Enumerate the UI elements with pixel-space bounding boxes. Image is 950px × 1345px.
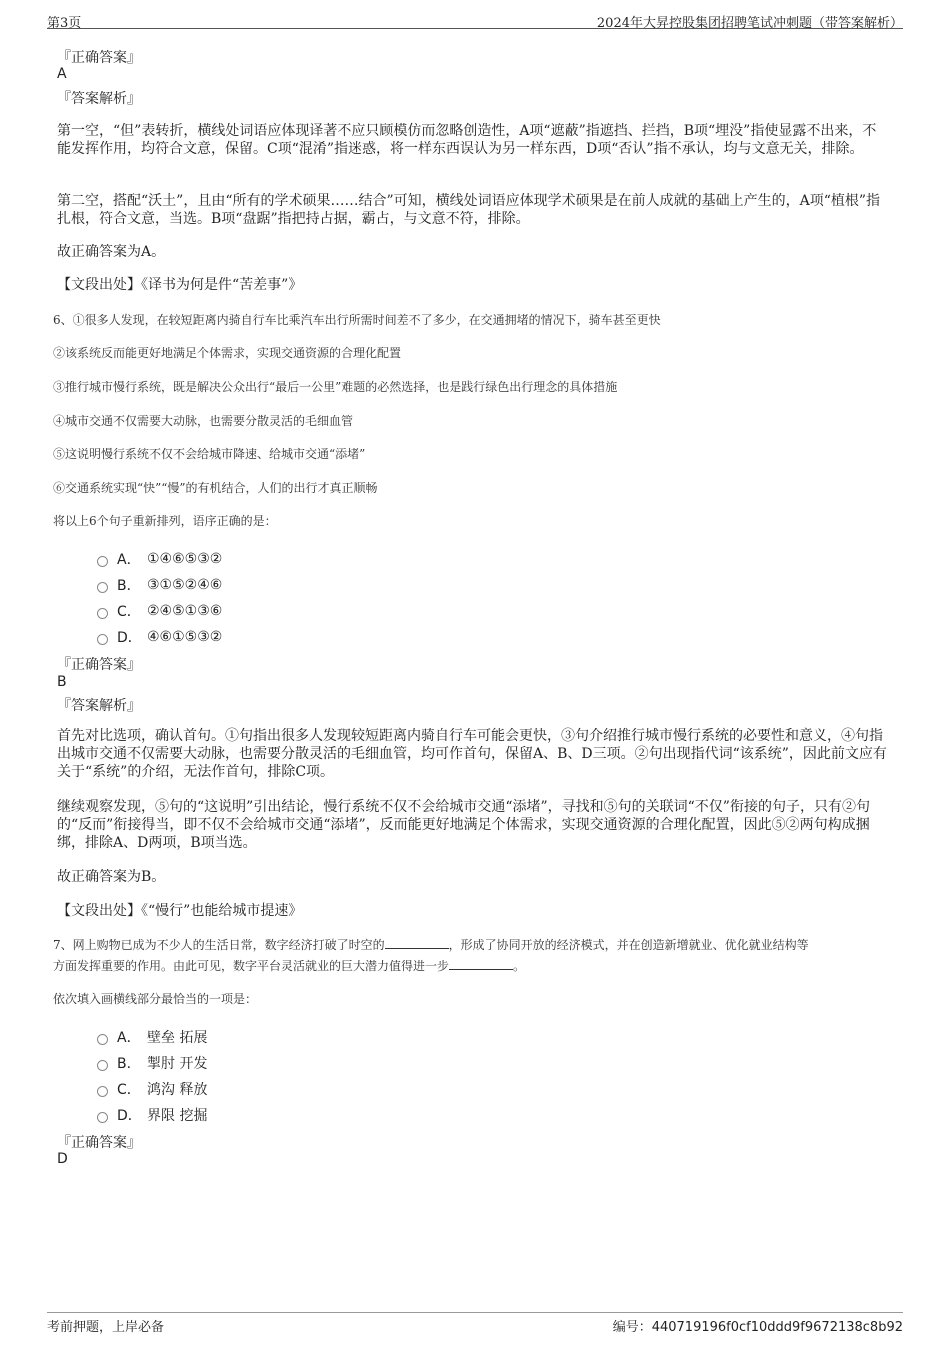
q7-stem-part-4: 。: [513, 959, 526, 973]
q5-correct-answer-label: 『正确答案』: [57, 50, 141, 66]
q7-option-d[interactable]: [97, 1105, 207, 1125]
q6-sentence-2: ②该系统反而能更好地满足个体需求，实现交通资源的合理化配置: [53, 346, 402, 360]
document-code: 编号：440719196f0cf10ddd9f9672138c8b92: [612, 1320, 903, 1335]
q6-prompt: 将以上6个句子重新排列，语序正确的是：: [53, 514, 277, 528]
radio-icon[interactable]: [97, 1060, 108, 1071]
q7-blank-2: [449, 959, 513, 970]
option-text: ②④⑤①③⑥: [147, 603, 223, 619]
q5-analysis-label: 『答案解析』: [57, 91, 141, 107]
option-letter: D．: [117, 1108, 142, 1124]
page-number: 第3页: [47, 16, 82, 31]
radio-icon[interactable]: [97, 556, 108, 567]
option-text: ③①⑤②④⑥: [147, 577, 223, 593]
footer-slogan: 考前押题，上岸必备: [47, 1320, 165, 1335]
q6-option-d[interactable]: [97, 627, 222, 647]
q5-answer: A: [57, 66, 67, 82]
option-letter: D．: [117, 630, 142, 646]
q5-source: 【文段出处】《译书为何是件“苦差事”》: [57, 277, 303, 293]
q6-analysis-label: 『答案解析』: [57, 698, 141, 714]
page-footer: [47, 1312, 903, 1337]
q5-conclusion: 故正确答案为A。: [57, 244, 166, 260]
radio-icon[interactable]: [97, 608, 108, 619]
q5-analysis-paragraph-2: 第二空，搭配“沃土”，且由“所有的学术硕果……结合”可知，横线处词语应体现学术硕果是在前人成就的基础上产生的，A项“植根”指扎根，符合文意，当选。B项“盘踞”指把持占据，霸占，与文意不符，排除。: [57, 193, 881, 227]
q7-option-c[interactable]: [97, 1079, 207, 1099]
q6-analysis-paragraph-2: 继续观察发现，⑤句的“这说明”引出结论，慢行系统不仅不会给城市交通“添堵”，寻找和⑤句的关联词“不仅”衔接的句子，只有②句的“反而”衔接得当，即不仅不会给城市交通“添堵”，反而能更好地满足个体需求，实现交通资源的合理化配置，因此⑤②两句构成捆绑，排除A、D两项，B项当选。: [57, 799, 870, 851]
q7-stem-part-2: ，形成了协同开放的经济模式，并在创造新增就业、优化就业结构等: [448, 938, 809, 952]
q7-option-b[interactable]: [97, 1053, 207, 1073]
page-header: [47, 0, 903, 29]
option-text: 界限 挖掘: [147, 1108, 208, 1124]
option-letter: B．: [117, 1056, 141, 1072]
q6-sentence-1: 6、①很多人发现，在较短距离内骑自行车比乘汽车出行所需时间差不了多少，在交通拥堵的情况下，骑车甚至更快: [53, 313, 661, 327]
q6-sentence-6: ⑥交通系统实现“快”“慢”的有机结合，人们的出行才真正顺畅: [53, 481, 378, 495]
q6-option-c[interactable]: [97, 601, 222, 621]
document-title: 2024年大昇控股集团招聘笔试冲刺题（带答案解析）: [596, 16, 903, 31]
q5-analysis-paragraph-1: 第一空，“但”表转折，横线处词语应体现译著不应只顾模仿而忽略创造性，A项“遮蔽”指遮挡、拦挡，B项“埋没”指使显露不出来，不能发挥作用，均符合文意，保留。C项“混淆”指迷惑，将一样东西误认为另一样东西，D项“否认”指不承认，均与文意无关，排除。: [57, 123, 877, 157]
q6-option-b[interactable]: [97, 575, 222, 595]
q7-prompt: 依次填入画横线部分最恰当的一项是：: [53, 992, 258, 1006]
option-letter: B．: [117, 578, 141, 594]
option-text: 鸿沟 释放: [147, 1082, 208, 1098]
q6-sentence-5: ⑤这说明慢行系统不仅不会给城市降速、给城市交通“添堵”: [53, 447, 366, 461]
radio-icon[interactable]: [97, 1112, 108, 1123]
radio-icon[interactable]: [97, 634, 108, 645]
option-text: ④⑥①⑤③②: [147, 629, 223, 645]
q6-sentence-3: ③推行城市慢行系统，既是解决公众出行“最后一公里”难题的必然选择，也是践行绿色出行理念的具体措施: [53, 380, 618, 394]
option-letter: C．: [117, 604, 141, 620]
q7-answer: D: [57, 1151, 68, 1167]
q7-stem: [53, 935, 903, 977]
q6-option-a[interactable]: [97, 549, 222, 569]
radio-icon[interactable]: [97, 582, 108, 593]
option-letter: A．: [117, 552, 141, 568]
option-text: 壁垒 拓展: [147, 1030, 208, 1046]
radio-icon[interactable]: [97, 1034, 108, 1045]
option-text: ①④⑥⑤③②: [147, 551, 223, 567]
radio-icon[interactable]: [97, 1086, 108, 1097]
q6-answer: B: [57, 674, 67, 690]
q7-stem-part-3: 方面发挥重要的作用。由此可见，数字平台灵活就业的巨大潜力值得进一步: [53, 959, 450, 973]
q6-source: 【文段出处】《“慢行”也能给城市提速》: [57, 903, 303, 919]
q6-sentence-4: ④城市交通不仅需要大动脉，也需要分散灵活的毛细血管: [53, 414, 354, 428]
q7-correct-answer-label: 『正确答案』: [57, 1135, 141, 1151]
option-text: 掣肘 开发: [147, 1056, 208, 1072]
q6-analysis-paragraph-1: 首先对比选项，确认首句。①句指出很多人发现较短距离内骑自行车可能会更快，③句介绍推行城市慢行系统的必要性和意义，④句指出城市交通不仅需要大动脉，也需要分散灵活的毛细血管，均可作首句，保留A、B、D三项。②句出现指代词“该系统”，因此前文应有关于“系统”的介绍，无法作首句，排除C项。: [57, 728, 887, 780]
option-letter: A．: [117, 1030, 141, 1046]
q7-option-a[interactable]: [97, 1027, 207, 1047]
q6-correct-answer-label: 『正确答案』: [57, 657, 141, 673]
q7-blank-1: [385, 938, 449, 949]
q7-stem-part-1: 7、网上购物已成为不少人的生活日常，数字经济打破了时空的: [53, 938, 385, 952]
q6-conclusion: 故正确答案为B。: [57, 869, 166, 885]
option-letter: C．: [117, 1082, 141, 1098]
